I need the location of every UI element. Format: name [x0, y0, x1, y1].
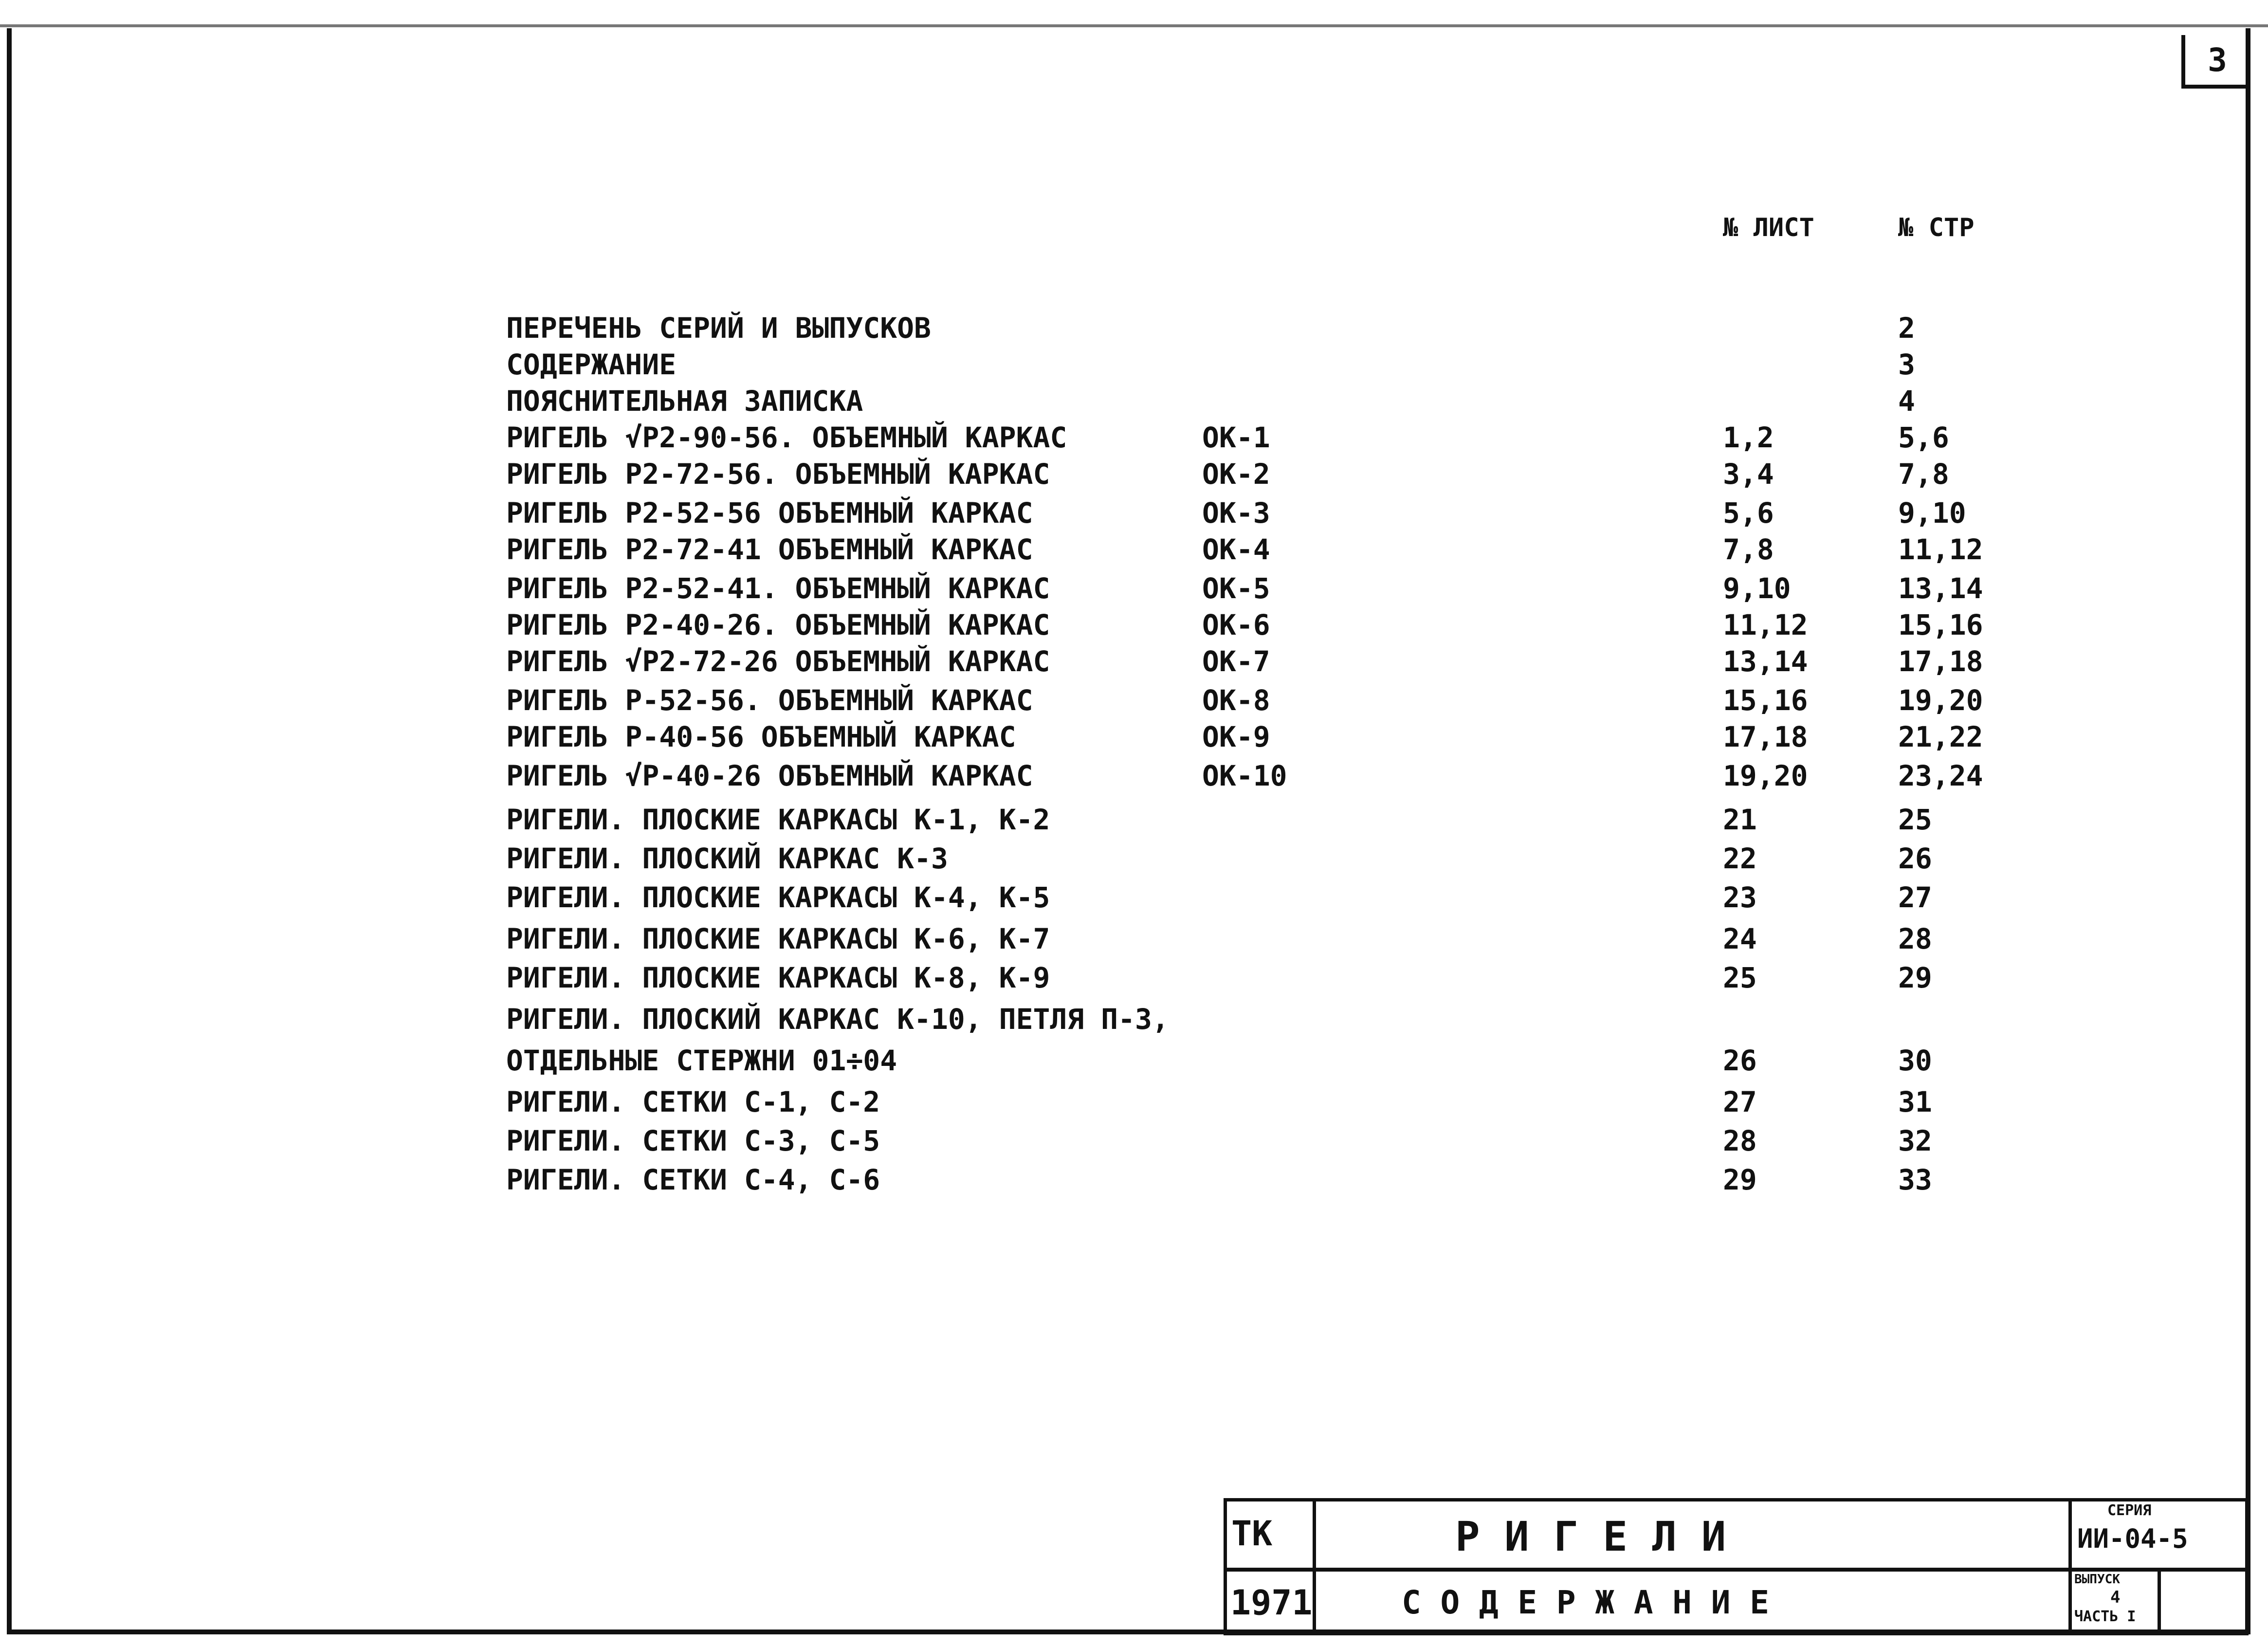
row-page-number: 26 — [1898, 842, 1932, 875]
row-page-number: 5,6 — [1898, 421, 1949, 454]
row-sheet-number: 27 — [1723, 1085, 1757, 1118]
row-page-number: 32 — [1898, 1124, 1932, 1157]
row-title: РИГЕЛЬ Р2-40-26. ОБЪЕМНЫЙ КАРКАС — [506, 608, 1050, 641]
row-title: ОТДЕЛЬНЫЕ СТЕРЖНИ 01÷04 — [506, 1044, 897, 1077]
row-title: РИГЕЛИ. ПЛОСКИЙ КАРКАС К-10, ПЕТЛЯ П-3, — [506, 1003, 1169, 1036]
row-title: РИГЕЛЬ Р2-72-41 ОБЪЕМНЫЙ КАРКАС — [506, 533, 1033, 566]
row-code: ОК-2 — [1202, 458, 1270, 491]
title-block-org: ТК — [1231, 1514, 1273, 1554]
title-block-subtitle: С О Д Е Р Ж А Н И Е — [1402, 1584, 1769, 1621]
title-block-empty-cell — [2158, 1568, 2249, 1635]
title-block-part: ЧАСТЬ I — [2074, 1608, 2136, 1625]
row-page-number: 9,10 — [1898, 496, 1966, 530]
row-code: ОК-4 — [1202, 533, 1270, 566]
row-sheet-number: 24 — [1723, 922, 1757, 955]
row-page-number: 7,8 — [1898, 458, 1949, 491]
row-title: РИГЕЛИ. ПЛОСКИЕ КАРКАСЫ К-1, К-2 — [506, 803, 1050, 836]
row-title: РИГЕЛИ. ПЛОСКИЕ КАРКАСЫ К-8, К-9 — [506, 961, 1050, 994]
top-rule — [0, 24, 2268, 27]
row-page-number: 2 — [1898, 311, 1915, 345]
row-sheet-number: 19,20 — [1723, 759, 1808, 792]
row-title: ПОЯСНИТЕЛЬНАЯ ЗАПИСКА — [506, 385, 863, 418]
row-title: РИГЕЛИ. ПЛОСКИЙ КАРКАС К-3 — [506, 842, 948, 875]
row-title: ПЕРЕЧЕНЬ СЕРИЙ И ВЫПУСКОВ — [506, 311, 931, 345]
row-page-number: 17,18 — [1898, 645, 1983, 678]
row-sheet-number: 22 — [1723, 842, 1757, 875]
row-title: РИГЕЛИ. СЕТКИ С-3, С-5 — [506, 1124, 880, 1157]
row-title: РИГЕЛИ. СЕТКИ С-1, С-2 — [506, 1085, 880, 1118]
row-sheet-number: 7,8 — [1723, 533, 1774, 566]
row-code: ОК-1 — [1202, 421, 1270, 454]
page-number: 3 — [2181, 35, 2250, 89]
row-sheet-number: 13,14 — [1723, 645, 1808, 678]
row-sheet-number: 21 — [1723, 803, 1757, 836]
row-page-number: 4 — [1898, 385, 1915, 418]
row-title: РИГЕЛЬ √Р-40-26 ОБЪЕМНЫЙ КАРКАС — [506, 759, 1033, 792]
row-sheet-number: 1,2 — [1723, 421, 1774, 454]
row-sheet-number: 3,4 — [1723, 458, 1774, 491]
row-page-number: 11,12 — [1898, 533, 1983, 566]
row-page-number: 23,24 — [1898, 759, 1983, 792]
row-page-number: 19,20 — [1898, 684, 1983, 717]
row-title: РИГЕЛЬ Р2-52-41. ОБЪЕМНЫЙ КАРКАС — [506, 572, 1050, 605]
row-page-number: 15,16 — [1898, 608, 1983, 641]
column-header-page: № СТР — [1898, 213, 1975, 242]
row-title: РИГЕЛЬ √Р2-90-56. ОБЪЕМНЫЙ КАРКАС — [506, 421, 1067, 454]
row-sheet-number: 17,18 — [1723, 720, 1808, 753]
row-sheet-number: 25 — [1723, 961, 1757, 994]
title-block-year: 1971 — [1230, 1583, 1313, 1623]
row-page-number: 28 — [1898, 922, 1932, 955]
row-page-number: 33 — [1898, 1163, 1932, 1196]
row-page-number: 13,14 — [1898, 572, 1983, 605]
row-sheet-number: 11,12 — [1723, 608, 1808, 641]
row-title: РИГЕЛИ. ПЛОСКИЕ КАРКАСЫ К-6, К-7 — [506, 922, 1050, 955]
row-title: РИГЕЛЬ √Р2-72-26 ОБЪЕМНЫЙ КАРКАС — [506, 645, 1050, 678]
title-block-series-label: СЕРИЯ — [2107, 1502, 2152, 1519]
row-page-number: 25 — [1898, 803, 1932, 836]
title-block-title: Р И Г Е Л И — [1455, 1513, 1726, 1560]
row-code: ОК-10 — [1202, 759, 1287, 792]
row-title: РИГЕЛЬ Р2-52-56 ОБЪЕМНЫЙ КАРКАС — [506, 496, 1033, 530]
row-page-number: 29 — [1898, 961, 1932, 994]
row-sheet-number: 9,10 — [1723, 572, 1791, 605]
row-title: РИГЕЛЬ Р-52-56. ОБЪЕМНЫЙ КАРКАС — [506, 684, 1033, 717]
row-title: СОДЕРЖАНИЕ — [506, 348, 677, 381]
row-page-number: 30 — [1898, 1044, 1932, 1077]
row-code: ОК-9 — [1202, 720, 1270, 753]
row-page-number: 3 — [1898, 348, 1915, 381]
row-code: ОК-8 — [1202, 684, 1270, 717]
row-sheet-number: 28 — [1723, 1124, 1757, 1157]
row-sheet-number: 5,6 — [1723, 496, 1774, 530]
row-title: РИГЕЛИ. СЕТКИ С-4, С-6 — [506, 1163, 880, 1196]
title-block-series: ИИ-04-5 — [2077, 1523, 2188, 1554]
row-code: ОК-5 — [1202, 572, 1270, 605]
row-code: ОК-6 — [1202, 608, 1270, 641]
title-block-issue-label: ВЫПУСК — [2074, 1572, 2120, 1587]
column-header-sheet: № ЛИСТ — [1723, 213, 1814, 242]
row-title: РИГЕЛЬ Р2-72-56. ОБЪЕМНЫЙ КАРКАС — [506, 458, 1050, 491]
row-page-number: 27 — [1898, 881, 1932, 914]
title-block-issue: 4 — [2110, 1588, 2121, 1607]
row-sheet-number: 26 — [1723, 1044, 1757, 1077]
row-page-number: 31 — [1898, 1085, 1932, 1118]
row-code: ОК-7 — [1202, 645, 1270, 678]
row-title: РИГЕЛЬ Р-40-56 ОБЪЕМНЫЙ КАРКАС — [506, 720, 1016, 753]
row-title: РИГЕЛИ. ПЛОСКИЕ КАРКАСЫ К-4, К-5 — [506, 881, 1050, 914]
row-code: ОК-3 — [1202, 496, 1270, 530]
row-page-number: 21,22 — [1898, 720, 1983, 753]
row-sheet-number: 15,16 — [1723, 684, 1808, 717]
row-sheet-number: 29 — [1723, 1163, 1757, 1196]
row-sheet-number: 23 — [1723, 881, 1757, 914]
